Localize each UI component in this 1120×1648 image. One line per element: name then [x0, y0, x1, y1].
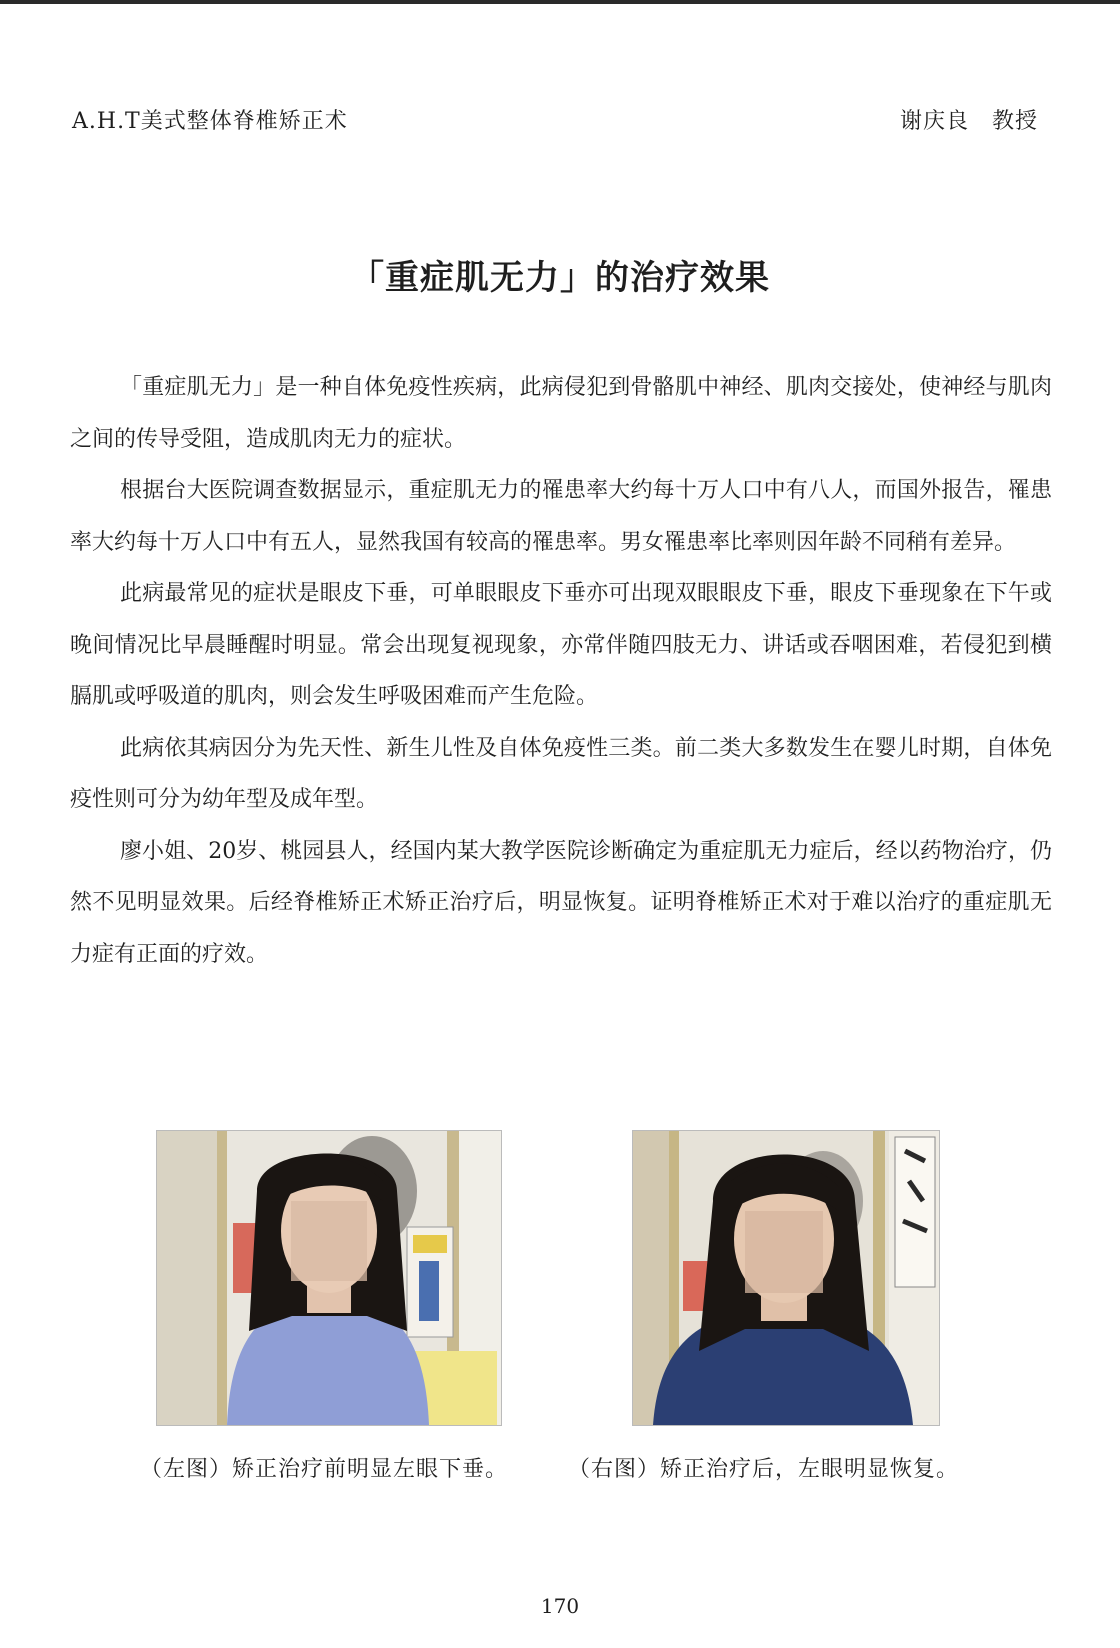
article-body — [70, 362, 1052, 980]
before-treatment-photo — [156, 1130, 502, 1426]
after-treatment-photo — [632, 1130, 940, 1426]
paragraph-1: 「重症肌无力」是一种自体免疫性疾病，此病侵犯到骨骼肌中神经、肌肉交接处，使神经与肌肉之间的传导受阻，造成肌肉无力的症状。 — [70, 375, 1052, 452]
caption-left: （左图）矫正治疗前明显左眼下垂。 — [140, 1457, 509, 1482]
top-rule — [0, 0, 1120, 4]
article-title: 「重症肌无力」的治疗效果 — [350, 258, 770, 298]
caption-right: （右图）矫正治疗后，左眼明显恢复。 — [568, 1457, 960, 1482]
paragraph-2: 根据台大医院调查数据显示，重症肌无力的罹患率大约每十万人口中有八人，而国外报告，罹患率大约每十万人口中有五人，显然我国有较高的罹患率。男女罹患率比率则因年龄不同稍有差异。 — [70, 478, 1052, 555]
paragraph-3: 此病最常见的症状是眼皮下垂，可单眼眼皮下垂亦可出现双眼眼皮下垂，眼皮下垂现象在下午或晚间情况比早晨睡醒时明显。常会出现复视现象，亦常伴随四肢无力、讲话或吞咽困难，若侵犯到横膈肌或呼吸道的肌肉，则会发生呼吸困难而产生危险。 — [70, 581, 1052, 709]
running-header-title: A.H.T美式整体脊椎矫正术 — [72, 109, 348, 134]
paragraph-4: 此病依其病因分为先天性、新生儿性及自体免疫性三类。前二类大多数发生在婴儿时期，自体免疫性则可分为幼年型及成年型。 — [70, 735, 1052, 812]
page-number: 170 — [540, 1594, 580, 1618]
running-header-author: 谢庆良 教授 — [899, 109, 1038, 134]
paragraph-5: 廖小姐、20岁、桃园县人，经国内某大教学医院诊断确定为重症肌无力症后，经以药物治疗，仍然不见明显效果。后经脊椎矫正术矫正治疗后，明显恢复。证明脊椎矫正术对于难以治疗的重症肌无力症有正面的疗效。 — [70, 838, 1052, 967]
